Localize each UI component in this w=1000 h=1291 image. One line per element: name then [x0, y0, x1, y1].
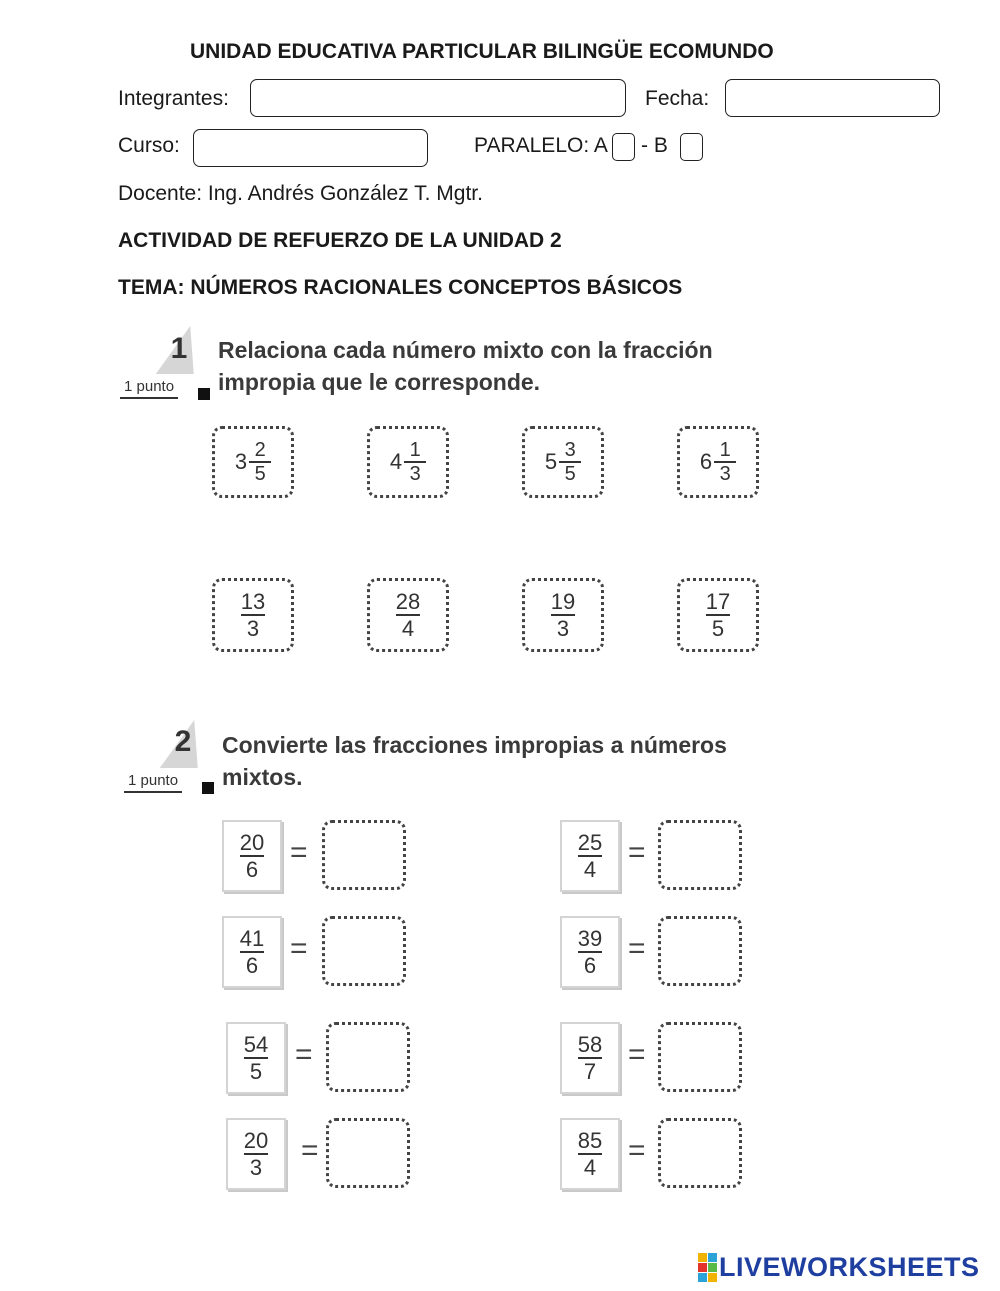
fraction-numerator: 54 [243, 1032, 269, 1057]
integrantes-input[interactable] [250, 79, 626, 117]
improper-numerator: 28 [395, 589, 421, 614]
paralelo-label: PARALELO: A [474, 134, 608, 157]
answer-input[interactable] [326, 1022, 410, 1092]
fraction-numerator: 85 [577, 1128, 603, 1153]
equals-sign: = [290, 932, 308, 965]
improper-fraction-card[interactable] [367, 578, 449, 652]
curso-label: Curso: [118, 134, 180, 157]
improper-denominator: 3 [246, 616, 260, 641]
mixed-numerator: 1 [719, 439, 731, 461]
integrantes-label: Integrantes: [118, 87, 229, 110]
improper-denominator: 3 [556, 616, 570, 641]
equals-sign: = [301, 1134, 319, 1167]
improper-fraction-card[interactable] [677, 578, 759, 652]
answer-input[interactable] [322, 820, 406, 890]
fraction-card [222, 916, 282, 988]
mixed-numerator: 1 [409, 439, 421, 461]
mixed-denominator: 3 [409, 463, 421, 485]
actividad-title: ACTIVIDAD DE REFUERZO DE LA UNIDAD 2 [118, 229, 562, 252]
exercise-2-line-1: Convierte las fracciones impropias a números [222, 732, 727, 758]
improper-fraction-card[interactable] [522, 578, 604, 652]
fraction-card [560, 1022, 620, 1094]
exercise-2-line-2: mixtos. [222, 764, 303, 790]
liveworksheets-logo [698, 1252, 980, 1283]
fraction-denominator: 3 [249, 1155, 263, 1180]
paralelo-a-checkbox[interactable] [612, 133, 635, 161]
mixed-denominator: 3 [719, 463, 731, 485]
fecha-label: Fecha: [645, 87, 710, 110]
school-title: UNIDAD EDUCATIVA PARTICULAR BILINGÜE ECOMUNDO [190, 40, 774, 63]
fraction-card [560, 820, 620, 892]
fraction-card [560, 916, 620, 988]
fraction-numerator: 41 [239, 926, 265, 951]
points-marker-icon [198, 388, 210, 400]
exercise-2-number: 2 [174, 725, 192, 758]
answer-input[interactable] [658, 1118, 742, 1188]
mixed-numerator: 2 [254, 439, 266, 461]
liveworksheets-logo-icon [698, 1253, 717, 1282]
fecha-input[interactable] [725, 79, 940, 117]
curso-input[interactable] [193, 129, 428, 167]
tema-title: TEMA: NÚMEROS RACIONALES CONCEPTOS BÁSICOS [118, 276, 683, 299]
mixed-number-card[interactable] [677, 426, 759, 498]
mixed-whole: 6 [699, 449, 713, 474]
fraction-denominator: 4 [583, 857, 597, 882]
answer-input[interactable] [658, 916, 742, 986]
docente-line: Docente: Ing. Andrés González T. Mgtr. [118, 182, 483, 205]
exercise-2-instruction [222, 729, 727, 793]
mixed-denominator: 5 [564, 463, 576, 485]
mixed-whole: 4 [389, 449, 403, 474]
equals-sign: = [295, 1038, 313, 1071]
exercise-1-line-2: impropia que le corresponde. [218, 369, 541, 395]
fraction-numerator: 39 [577, 926, 603, 951]
fraction-card [222, 820, 282, 892]
answer-input[interactable] [326, 1118, 410, 1188]
mixed-number-card[interactable] [212, 426, 294, 498]
fraction-numerator: 20 [239, 830, 265, 855]
fraction-numerator: 20 [243, 1128, 269, 1153]
fraction-denominator: 4 [583, 1155, 597, 1180]
liveworksheets-brand: LIVEWORKSHEETS [719, 1252, 980, 1282]
paralelo-b-checkbox[interactable] [680, 133, 703, 161]
mixed-number-card[interactable] [522, 426, 604, 498]
mixed-number-card[interactable] [367, 426, 449, 498]
fraction-denominator: 6 [583, 953, 597, 978]
answer-input[interactable] [658, 820, 742, 890]
mixed-whole: 5 [544, 449, 558, 474]
improper-fraction-card[interactable] [212, 578, 294, 652]
exercise-1-line-1: Relaciona cada número mixto con la fracción [218, 337, 713, 363]
paralelo-separator: - B [641, 134, 668, 157]
fraction-numerator: 58 [577, 1032, 603, 1057]
fraction-denominator: 6 [245, 857, 259, 882]
improper-numerator: 17 [705, 589, 731, 614]
fraction-denominator: 6 [245, 953, 259, 978]
fraction-denominator: 5 [249, 1059, 263, 1084]
mixed-denominator: 5 [254, 463, 266, 485]
improper-numerator: 13 [240, 589, 266, 614]
fraction-denominator: 7 [583, 1059, 597, 1084]
equals-sign: = [628, 932, 646, 965]
exercise-1-number: 1 [170, 332, 188, 365]
fraction-numerator: 25 [577, 830, 603, 855]
fraction-card [226, 1118, 286, 1190]
exercise-2-points: 1 punto [124, 772, 182, 793]
improper-denominator: 4 [401, 616, 415, 641]
equals-sign: = [628, 836, 646, 869]
mixed-whole: 3 [234, 449, 248, 474]
exercise-1-instruction [218, 334, 713, 398]
fraction-card [560, 1118, 620, 1190]
improper-numerator: 19 [550, 589, 576, 614]
points-marker-icon [202, 782, 214, 794]
mixed-numerator: 3 [564, 439, 576, 461]
exercise-1-points: 1 punto [120, 378, 178, 399]
improper-denominator: 5 [711, 616, 725, 641]
answer-input[interactable] [322, 916, 406, 986]
equals-sign: = [290, 836, 308, 869]
equals-sign: = [628, 1134, 646, 1167]
answer-input[interactable] [658, 1022, 742, 1092]
equals-sign: = [628, 1038, 646, 1071]
fraction-card [226, 1022, 286, 1094]
